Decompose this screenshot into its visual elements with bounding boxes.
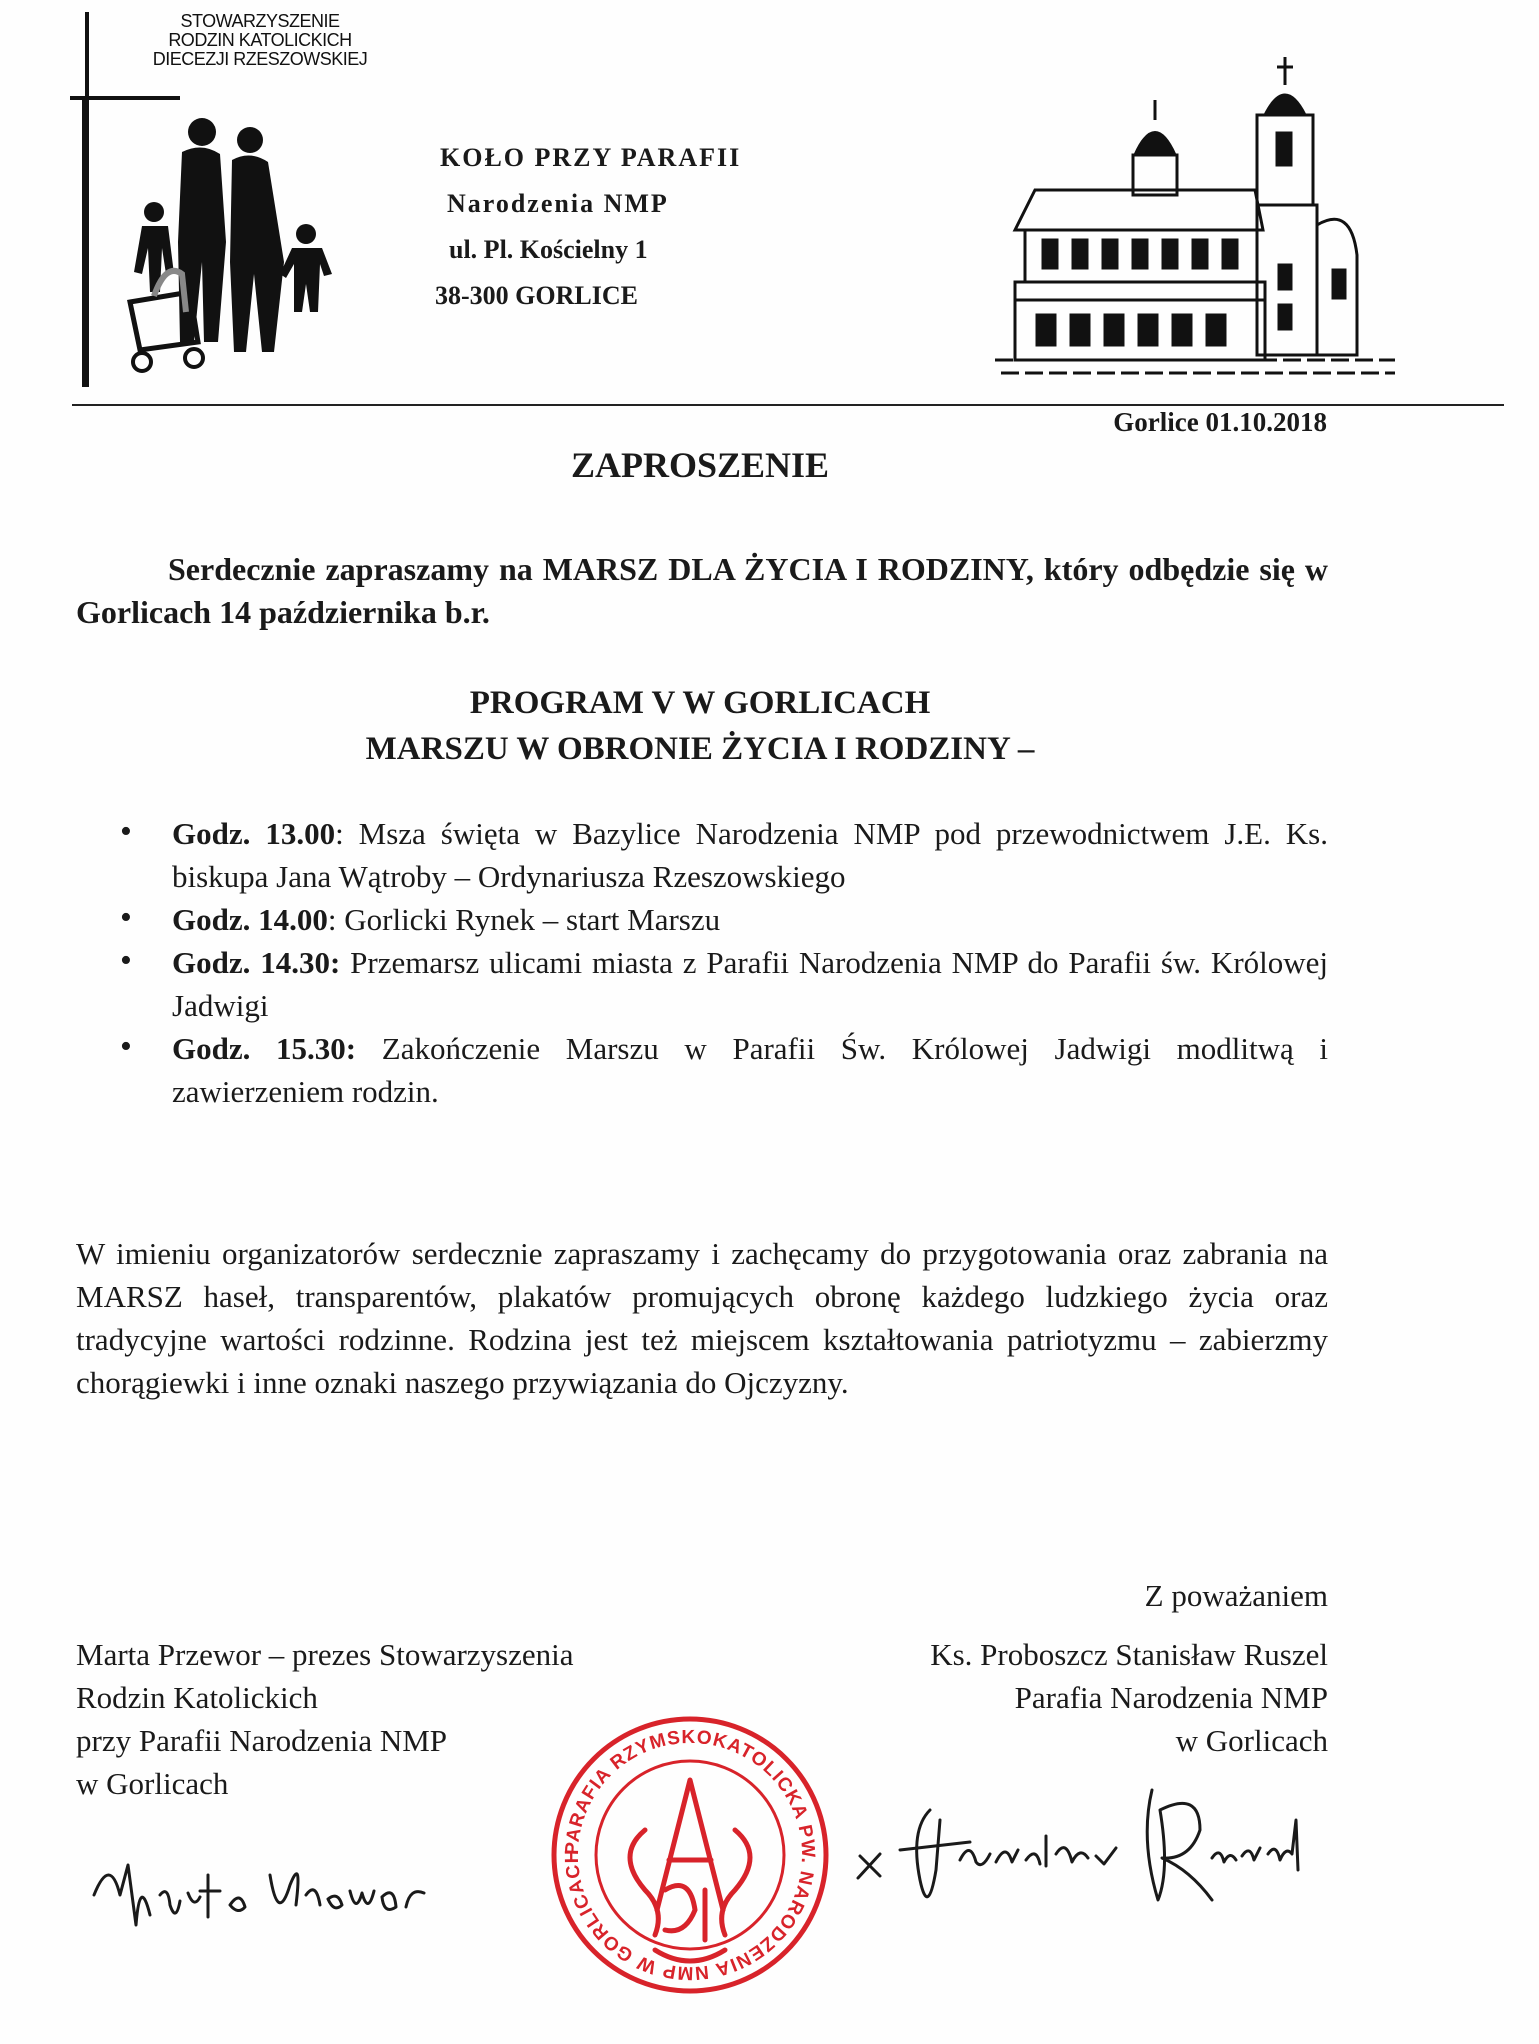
signatory-line: Rodzin Katolickich xyxy=(76,1680,318,1715)
program-heading xyxy=(0,680,1400,772)
letter-date: Gorlice 01.10.2018 xyxy=(1113,407,1327,437)
address-line: 38-300 GORLICE xyxy=(435,281,638,310)
handwritten-signature-right xyxy=(840,1750,1320,1920)
family-cross-logo-icon xyxy=(70,12,370,392)
intro-paragraph xyxy=(76,548,1328,634)
schedule-time: Godz. 14.30: xyxy=(172,945,341,980)
schedule-text: Przemarsz ulicami miasta z Parafii Narodzenia NMP do Parafii św. Królowej Jadwigi xyxy=(172,945,1329,1023)
signatory-right xyxy=(930,1633,1328,1762)
schedule-text: Msza święta w Bazylice Narodzenia NMP pod przewodnictwem J.E. Ks. biskupa Jana Wątroby – Ordynariusza Rzeszowskiego xyxy=(172,816,1328,894)
signatory-line: Marta Przewor – prezes Stowarzyszenia xyxy=(76,1637,574,1672)
program-heading-line: PROGRAM V W GORLICACH xyxy=(469,685,931,721)
schedule-text: Gorlicki Rynek – start Marszu xyxy=(336,902,721,937)
closing-paragraph: W imieniu organizatorów serdecznie zapraszamy i zachęcamy do przygotowania oraz zabrania na MARSZ haseł, transparentów, plakatów promujących obronę każdego ludzkiego życia oraz tradycyjne wartości rodzinne. Rodzina jest też miejscem kształtowania patriotyzmu – zabierzmy chorągiewki i inne oznaki naszego przywiązania do Ojczyzny. xyxy=(76,1236,1328,1400)
schedule-item xyxy=(116,898,1328,941)
logo-line: STOWARZYSZENIE xyxy=(180,11,340,31)
parish-stamp xyxy=(545,1710,835,2000)
logo-caption xyxy=(110,12,410,69)
signatory-line: w Gorlicach xyxy=(1175,1723,1328,1758)
signatory-line: przy Parafii Narodzenia NMP xyxy=(76,1723,448,1758)
signatory-left xyxy=(76,1633,574,1805)
handwritten-signature-left xyxy=(80,1835,460,1945)
schedule-time: Godz. 14.00 xyxy=(172,902,328,937)
address-line: Narodzenia NMP xyxy=(447,189,669,218)
schedule-time: Godz. 13.00 xyxy=(172,816,336,851)
signature-marta-icon xyxy=(80,1835,460,1945)
signatory-line: Ks. Proboszcz Stanisław Ruszel xyxy=(930,1637,1328,1672)
stamp-text: PARAFIA RZYMSKOKATOLICKA PW. NARODZENIA NMP W GORLICACH xyxy=(561,1726,819,1984)
signature-ruszel-icon xyxy=(840,1750,1320,1920)
association-logo xyxy=(70,12,370,392)
regards: Z poważaniem xyxy=(1144,1578,1328,1613)
logo-line: DIECEZJI RZESZOWSKIEJ xyxy=(152,49,368,69)
parish-address xyxy=(435,135,741,319)
schedule-sep: : xyxy=(327,902,337,937)
logo-line: RODZIN KATOLICKICH xyxy=(168,30,352,50)
schedule-item xyxy=(116,941,1328,1027)
svg-text:PARAFIA RZYMSKOKATOLICKA PW. N xyxy=(562,1727,818,1983)
schedule-sep: : xyxy=(335,816,344,851)
schedule-list xyxy=(116,812,1328,1113)
schedule-text: Zakończenie Marszu w Parafii Św. Królowej Jadwigi modlitwą i zawierzeniem rodzin. xyxy=(172,1031,1328,1109)
church-icon xyxy=(995,55,1395,385)
header-divider xyxy=(72,404,1504,406)
address-line: KOŁO PRZY PARAFII xyxy=(440,143,742,172)
parish-seal-icon xyxy=(545,1710,835,2000)
schedule-item xyxy=(116,1027,1328,1113)
schedule-time: Godz. 15.30: xyxy=(172,1031,357,1066)
schedule-item xyxy=(116,812,1328,898)
address-line: ul. Pl. Kościelny 1 xyxy=(449,235,648,264)
intro-text: Serdecznie zapraszamy na MARSZ DLA ŻYCIA I RODZINY, który odbędzie się w Gorlicach 14 października b.r. xyxy=(76,551,1328,630)
program-heading-line: MARSZU W OBRONIE ŻYCIA I RODZINY – xyxy=(365,731,1035,767)
church-illustration xyxy=(995,55,1395,385)
signatory-line: w Gorlicach xyxy=(76,1766,229,1801)
signatory-line: Parafia Narodzenia NMP xyxy=(1014,1680,1328,1715)
page-title: ZAPROSZENIE xyxy=(570,445,830,485)
